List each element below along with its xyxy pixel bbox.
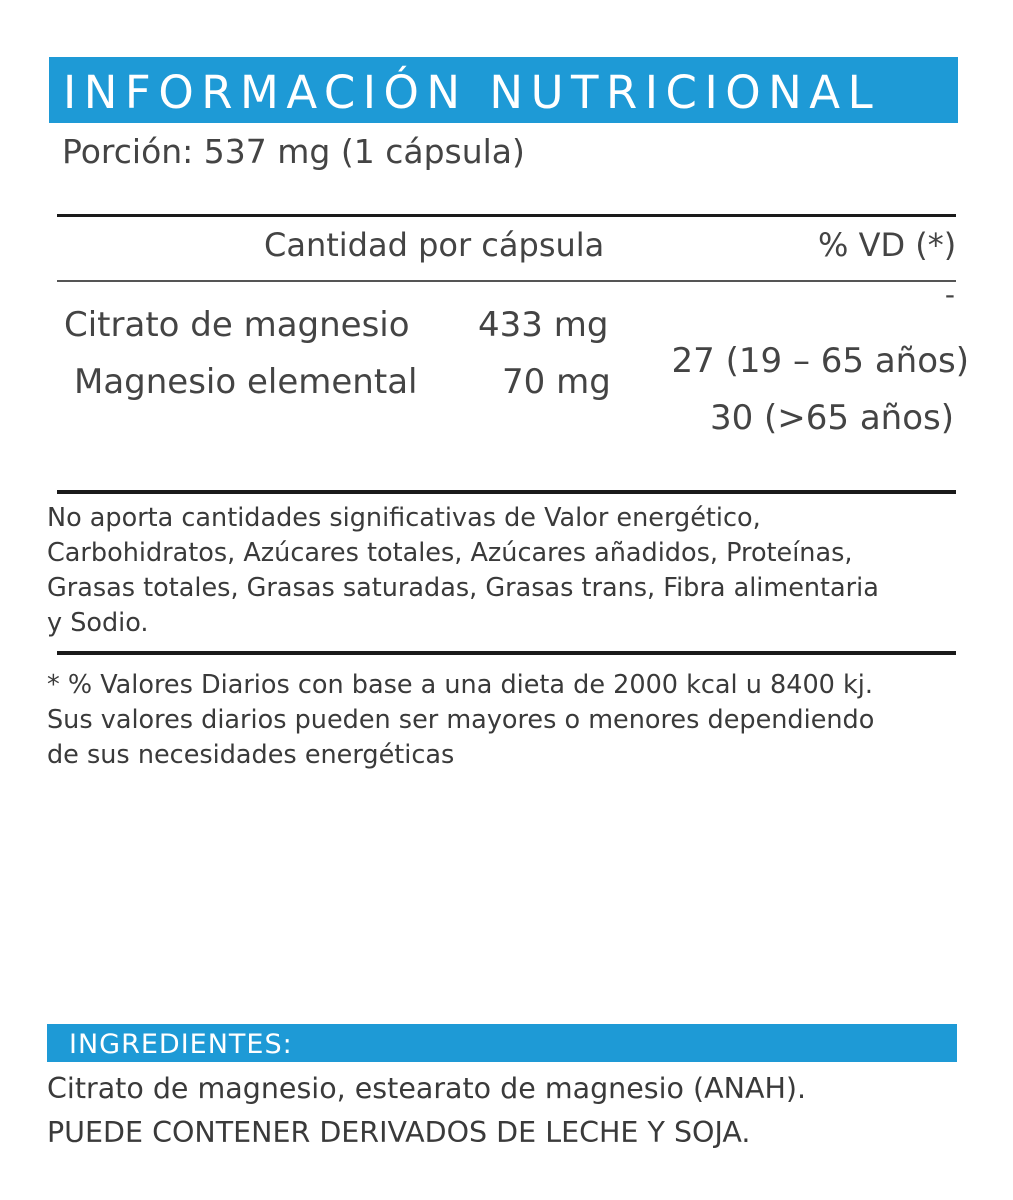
column-header-amount: Cantidad por cápsula [264,226,605,264]
nutrition-title-banner [49,57,958,123]
nutrient-name: Magnesio elemental [74,362,418,402]
serving-size: Porción: 537 mg (1 cápsula) [62,132,525,171]
allergen-warning: PUEDE CONTENER DERIVADOS DE LECHE Y SOJA. [47,1116,751,1149]
footnote-line: * % Valores Diarios con base a una dieta de 2000 kcal u 8400 kj. [47,670,873,700]
note-line: Carbohidratos, Azúcares totales, Azúcares añadidos, Proteínas, [47,538,853,568]
nutrition-title: INFORMACIÓN NUTRICIONAL [63,66,881,119]
nutrient-name: Citrato de magnesio [64,305,410,345]
ingredients-title: INGREDIENTES: [69,1029,293,1060]
table-header-rule [57,280,956,282]
vd-value-adult: 27 (19 – 65 años) [671,341,969,381]
ingredients-list: Citrato de magnesio, estearato de magnesio (ANAH). [47,1072,807,1105]
nutrient-amount: 433 mg [478,305,609,345]
column-header-vd: % VD (*) [818,226,957,264]
footnote-line: Sus valores diarios pueden ser mayores o menores dependiendo [47,705,875,735]
note-line: No aporta cantidades significativas de Valor energético, [47,503,761,533]
note-line: y Sodio. [47,608,149,638]
note-line: Grasas totales, Grasas saturadas, Grasas trans, Fibra alimentaria [47,573,879,603]
table-top-rule [57,214,956,217]
notes-divider-rule [57,651,956,655]
nutrient-amount: 70 mg [502,362,611,402]
vd-value-senior: 30 (>65 años) [709,398,954,438]
footnote-line: de sus necesidades energéticas [47,740,455,770]
vd-value-citrate: - [944,278,955,311]
ingredients-banner [47,1024,957,1062]
table-bottom-rule [57,490,956,494]
